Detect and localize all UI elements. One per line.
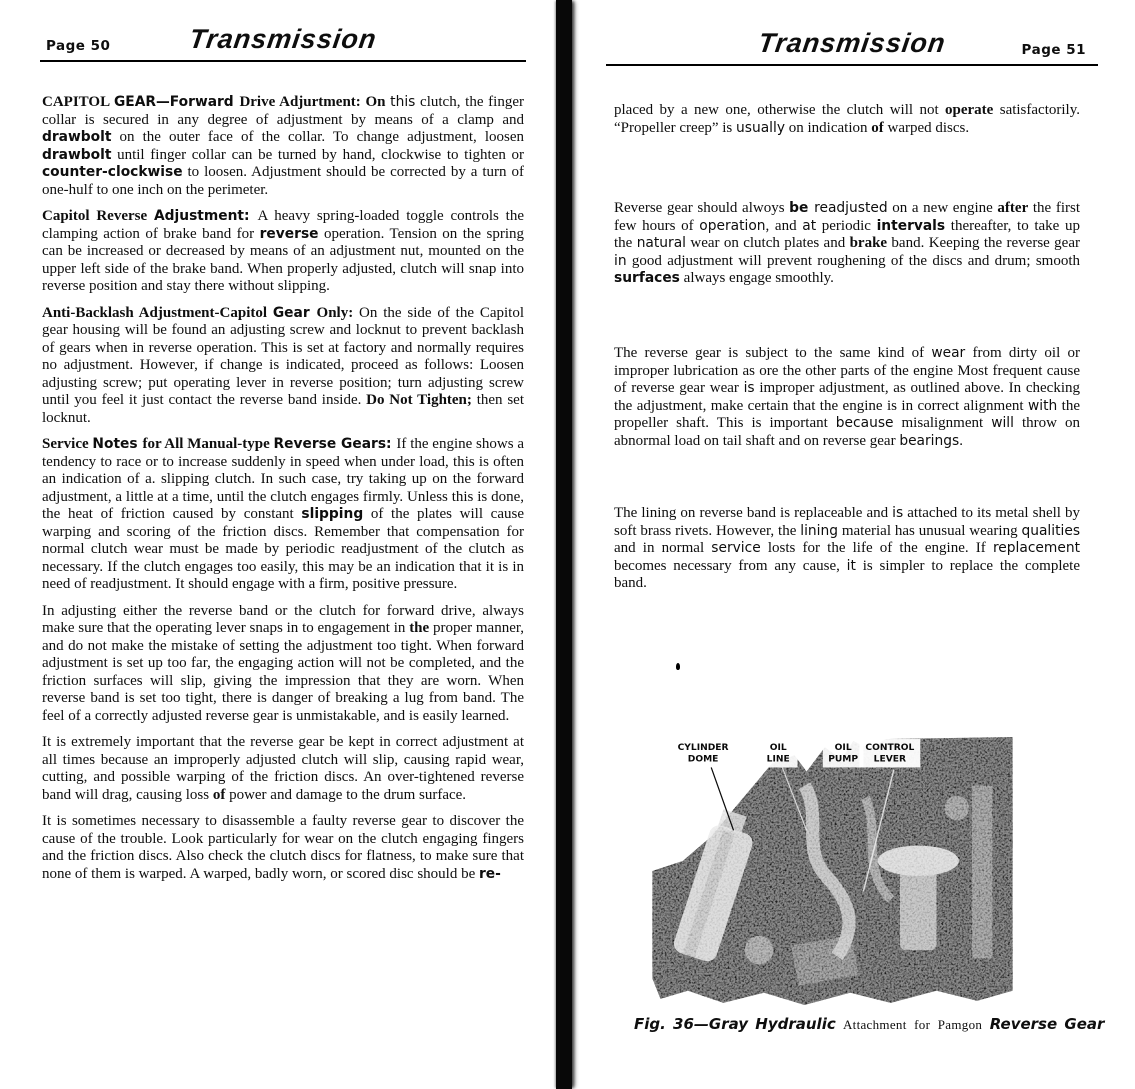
text-run: this: [390, 94, 416, 110]
text-run: The lining on reverse band is replaceable and: [614, 505, 893, 521]
text-run: of the plates will cause warping and scoring of the friction discs. Remember that compensation for normal clutch wear must be made by periodic readjustment of the clutch as necessary. If the clutch engages too easily, this may be an indication that it is in need of readjustment. It should engage with a firm, positive pressure.: [42, 506, 524, 592]
text-run: on indication: [785, 119, 872, 136]
text-run: bearings: [899, 432, 960, 449]
text-run: It is sometimes necessary to disassemble a faulty reverse gear to discover the cause of the trouble. Look particularly for wear on the clutch engaging fingers and the friction discs. Also check the clutch discs for flatness, to make sure that none of them is warped. A warped, badly worn, or scored disc should be: [42, 813, 524, 882]
figure-caption: [634, 1015, 1105, 1033]
text-run: wear: [931, 345, 966, 361]
text-run: good adjustment will prevent roughening of the discs and drum; smooth: [626, 252, 1080, 269]
text-run: be: [789, 200, 815, 216]
text-run: CAPITOL: [42, 94, 114, 110]
text-run: the propeller shaft. This is important: [614, 397, 1081, 431]
text-run: In adjusting either the reverse band or the clutch for forward drive, always make sure that the operating lever snaps in to engagement in: [42, 602, 524, 636]
body-paragraph: [42, 208, 524, 296]
text-run: Service: [42, 436, 93, 452]
text-run: Do Not Tighten;: [366, 392, 472, 408]
text-run: drawbolt: [42, 129, 112, 145]
text-run: Fig. 36—Gray Hydraulic: [634, 1015, 843, 1033]
text-run: Attachment for Pamgon: [842, 1017, 990, 1032]
text-run: It is extremely important that the reverse gear be kept in correct adjustment at all times because an improperly adjusted clutch will slip, causing rapid wear, cutting, and possible warping of the friction discs. An over-tightened reverse band will drag, causing loss: [42, 734, 524, 803]
body-paragraph: [42, 603, 524, 726]
text-run: in: [614, 252, 627, 269]
page-number-right: Page 51: [1021, 42, 1086, 58]
text-run: then set locknut.: [42, 392, 524, 426]
text-run: readjusted: [814, 200, 888, 216]
text-run: usually: [736, 119, 785, 136]
text-run: drawbolt: [42, 146, 112, 163]
text-run: slipping: [301, 506, 364, 522]
page-right: [606, 0, 1105, 1089]
text-run: clutch, the finger collar is secured in any degree of adjustment by means of a clamp and: [42, 94, 524, 128]
text-run: intervals: [876, 217, 946, 234]
text-run: at: [802, 217, 817, 234]
text-run: material has unusual wearing: [837, 522, 1022, 539]
body-paragraph: [614, 200, 1080, 288]
scan-speck: [676, 663, 680, 670]
text-run: brake: [849, 235, 888, 251]
text-run: until finger collar can be turned by hand, clockwise to tighten or: [111, 146, 524, 163]
text-run: Only:: [316, 304, 360, 321]
text-run: is simpler to replace the complete band.: [614, 557, 1080, 591]
text-run: Reverse Gears:: [273, 436, 397, 452]
text-run: If the engine shows a tendency to race or to increase suddenly in speed when under load, this is often an indication of a. slipping clutch. In such case, try taking up on the forward adjustment, a little at a time, until the clutch engages firmly. Unless this is done, the heat of friction caused by constant: [42, 436, 524, 522]
text-run: misalignment: [893, 415, 992, 431]
page-left-body: [40, 94, 526, 883]
text-run: band. Keeping the reverse gear: [887, 235, 1080, 251]
figure-label-oil: OIL: [769, 743, 787, 754]
text-run: natural: [636, 235, 687, 251]
text-run: reverse: [259, 225, 319, 242]
text-run: replacement: [992, 540, 1080, 556]
text-run: GEAR—Forward: [113, 94, 240, 110]
text-run: will: [991, 415, 1014, 431]
section-title-right: Transmission: [756, 28, 948, 58]
text-run: , and: [765, 217, 803, 234]
figure-label-line: LINE: [766, 754, 790, 765]
text-run: qualities: [1021, 522, 1081, 539]
figure-label-cylinder: CYLINDER: [677, 743, 729, 754]
text-run: re-: [479, 865, 501, 882]
figure-label-oil2: OIL: [834, 743, 852, 754]
figure-36: [634, 737, 1105, 1033]
text-run: after: [997, 200, 1029, 216]
text-run: is: [743, 380, 755, 396]
text-run: surfaces: [614, 270, 680, 286]
text-run: Capitol Reverse: [42, 208, 154, 224]
figure-label-dome: DOME: [687, 754, 719, 765]
text-run: to loosen. Adjustment should be corrected by a turn of one-hulf to one inch on the perimeter.: [42, 164, 524, 198]
body-paragraph: [42, 813, 524, 883]
photo-grain: [652, 737, 1012, 1009]
text-run: from dirty oil or improper lubrication as ore the other parts of the engine Most frequent cause of reverse gear wear: [614, 345, 1080, 396]
text-run: thereafter, to take up the: [614, 217, 1080, 251]
figure-label-pump: PUMP: [828, 754, 859, 765]
text-run: Adjustment:: [153, 208, 258, 224]
page-left-header: [40, 0, 526, 62]
text-run: Reverse gear should alwoys: [614, 200, 790, 216]
text-run: Notes: [92, 436, 143, 452]
text-run: satisfactorily. “Propeller creep” is: [614, 102, 1080, 136]
text-run: throw on abnormal load on tail shaft and on reverse gear: [614, 415, 1080, 449]
figure-photo: [652, 737, 1013, 1009]
text-run: of: [212, 786, 226, 803]
figure-label-lever: LEVER: [873, 754, 907, 765]
figure-label-control: CONTROL: [865, 743, 915, 754]
text-run: always engage smoothly.: [679, 270, 834, 286]
text-run: Anti-Backlash Adjustment-Capitol: [42, 304, 273, 321]
body-paragraph: [614, 345, 1080, 450]
text-run: operation: [699, 217, 766, 234]
text-run: losts for the life of the engine. If: [760, 540, 993, 556]
binding-gutter-shadow: [556, 0, 572, 1089]
text-run: operate: [945, 102, 994, 118]
text-run: The reverse gear is subject to the same kind of: [614, 345, 932, 361]
text-run: the: [409, 620, 430, 636]
text-run: wear on clutch plates and: [686, 235, 850, 251]
text-run: On the side of the Capitol gear housing will be found an adjusting screw and locknut to prevent backlash of gears when in reverse operation. This is set at factory and normally requires no adjustment. However, if change is indicated, proceed as follows: Loosen adjusting screw; put operating lever in reverse position; turn adjusting screw until you feel it just contact the reverse band inside.: [42, 304, 524, 408]
text-run: because: [835, 415, 894, 431]
page-left: [40, 0, 526, 892]
text-run: Drive Adjurtment: On: [239, 94, 391, 110]
text-run: the first few hours of: [614, 200, 1080, 234]
text-run: of: [871, 119, 884, 136]
text-run: A heavy spring-loaded toggle controls the clamping action of brake band for: [42, 208, 524, 242]
text-run: on a new engine: [887, 200, 998, 216]
text-run: with: [1027, 397, 1058, 414]
page-right-header: [606, 0, 1098, 66]
text-run: operation. Tension on the spring can be increased or decreased by means of an adjustment nut, mounted on the upper left side of the brake band. When properly adjusted, clutch will snap into reverse position and stay there without slipping.: [42, 225, 524, 294]
text-run: and in normal: [614, 540, 712, 556]
text-run: lining: [800, 522, 838, 539]
text-run: Reverse Gear: [989, 1015, 1105, 1033]
text-run: attached to its metal shell by soft brass rivets. However, the: [614, 505, 1080, 539]
text-run: on the outer face of the collar. To change adjustment, loosen: [111, 129, 524, 145]
text-run: for All Manual-type: [142, 436, 274, 452]
body-paragraph: [42, 436, 524, 594]
text-run: becomes necessary from any cause,: [614, 557, 847, 574]
text-run: service: [711, 540, 761, 556]
text-run: .: [959, 432, 963, 449]
text-run: counter-clockwise: [42, 164, 183, 180]
text-run: it: [846, 557, 856, 574]
body-paragraph: [42, 94, 524, 199]
text-run: is: [892, 505, 904, 521]
text-run: power and damage to the drum surface.: [225, 786, 467, 803]
text-run: placed by a new one, otherwise the clutch will not: [614, 102, 946, 118]
text-run: proper manner, and do not make the mistake of setting the adjustment too tight. When forward adjustment is set up too far, the engaging action will not be completed, and the friction surfaces will slip, giving the impression that they are worn. When reverse band is set too tight, there is danger of breaking a lug from band. The feel of a correctly adjusted reverse gear is unmistakable, and is easily learned.: [42, 620, 525, 724]
page-number-left: Page 50: [46, 38, 111, 54]
body-paragraph: [42, 734, 524, 804]
text-run: periodic: [816, 217, 877, 234]
text-run: warped discs.: [883, 119, 970, 136]
body-paragraph: [614, 102, 1080, 137]
body-paragraph: [614, 505, 1080, 593]
section-title-left: Transmission: [187, 24, 379, 54]
body-paragraph: [42, 305, 524, 428]
text-run: improper adjustment, as outlined above. In checking the adjustment, make certain that the engine is in correct alignment: [614, 380, 1080, 414]
text-run: Gear: [272, 304, 317, 321]
